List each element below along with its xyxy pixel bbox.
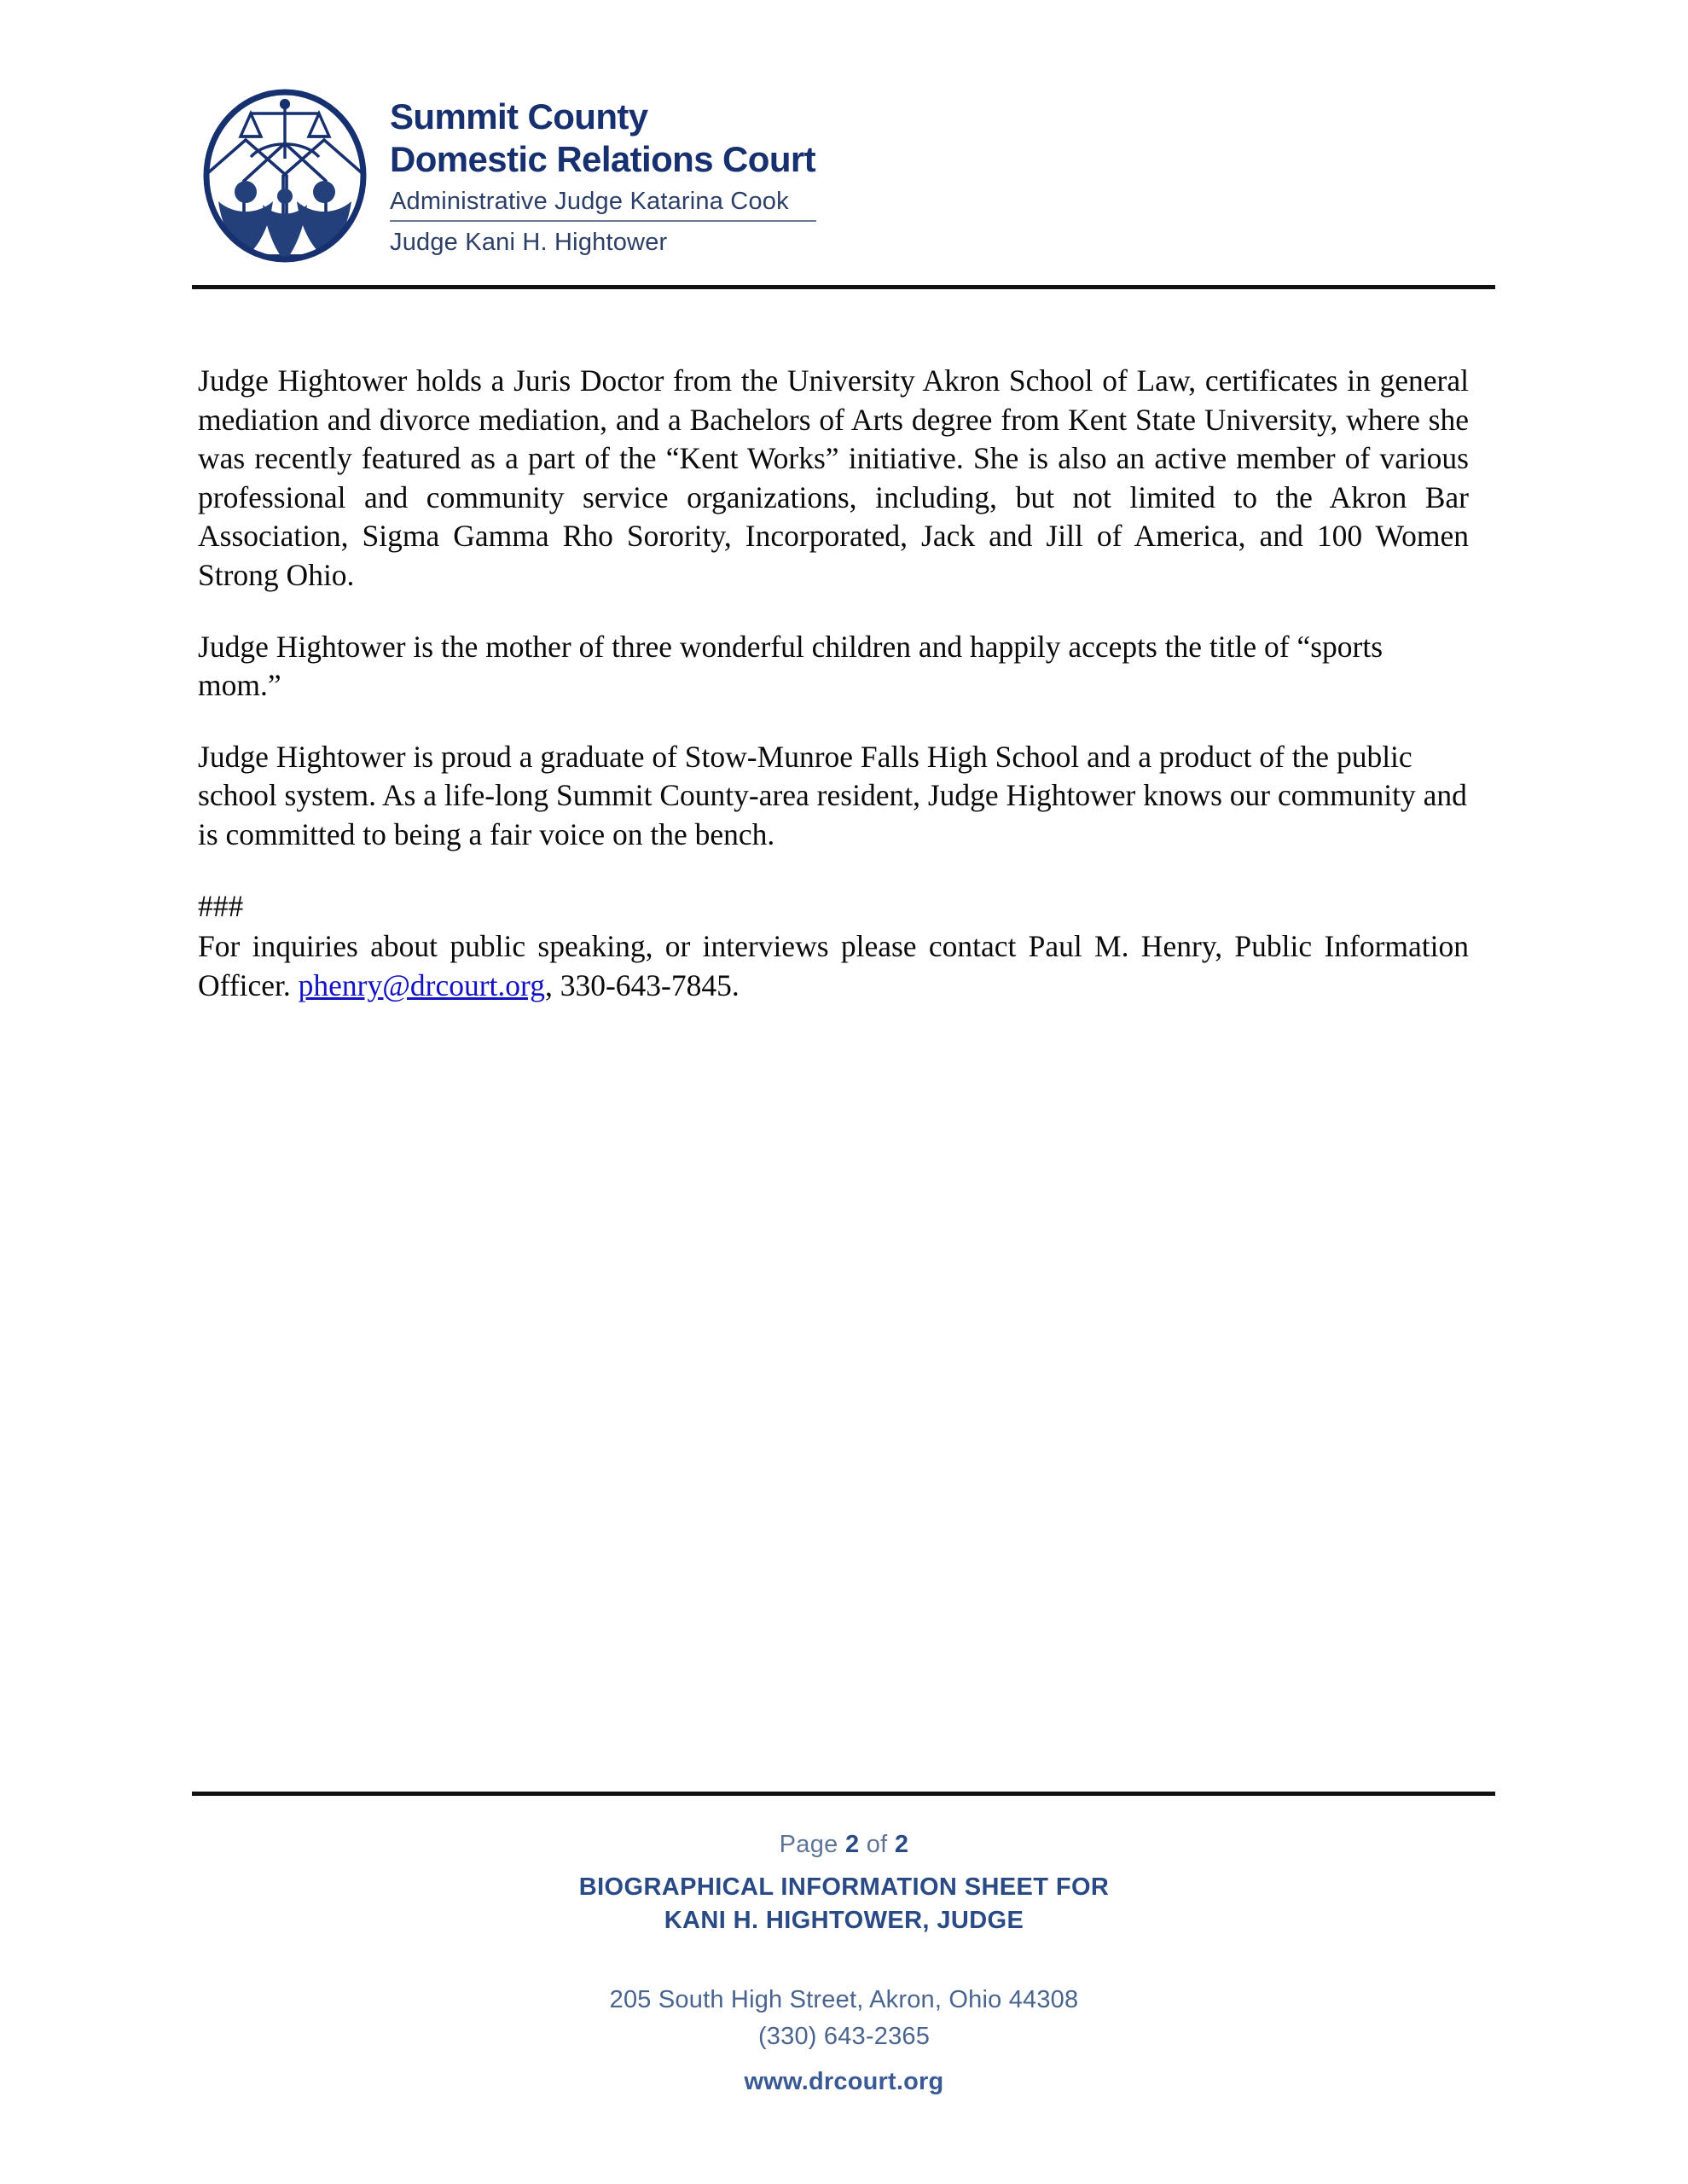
document-body (198, 362, 1469, 1038)
body-paragraph-2: Judge Hightower is the mother of three wonderful children and happily accepts the title of “sports mom.” (198, 629, 1383, 703)
administrative-judge-name: Administrative Judge Katarina Cook (390, 188, 816, 222)
page-total: 2 (894, 1831, 909, 1858)
body-paragraph-3: Judge Hightower is proud a graduate of Stow-Munroe Falls High School and a product of the public school system. As a life-long Summit County-area resident, Judge Hightower knows our community and is committed to being a fair voice on the bench. (198, 739, 1467, 852)
footer-document-title (0, 1871, 1688, 1937)
footer-address: 205 South High Street, Akron, Ohio 44308 (609, 1986, 1079, 2014)
page-number-indicator (0, 1831, 1688, 1859)
contact-text-suffix: , 330-643-7845. (544, 967, 740, 1002)
page-of-label: of (866, 1831, 888, 1858)
footer-contact-block (0, 1982, 1688, 2100)
page-footer (0, 1831, 1688, 2100)
letterhead (198, 85, 816, 266)
end-of-release-marker: ### (198, 888, 244, 923)
contact-email-link[interactable]: phenry@drcourt.org (298, 967, 545, 1002)
footer-document-title-line-2: KANI H. HIGHTOWER, JUDGE (664, 1907, 1024, 1935)
contact-text-prefix: For inquiries about public speaking, or interviews please contact Paul M. Henry, Public Information Officer. (198, 929, 1469, 1002)
body-paragraph-1: Judge Hightower holds a Juris Doctor from the University Akron School of Law, certificates in general mediation and divorce mediation, and a Bachelors of Arts degree from Kent State University, where she was recently featured as a part of the “Kent Works” initiative. She is also an active member of various professional and community service organizations, including, but not limited to the Akron Bar Association, Sigma Gamma Rho Sorority, Incorporated, Jack and Jill of America, and 100 Women Strong Ohio. (198, 363, 1469, 593)
footer-phone: (330) 643-2365 (757, 2023, 931, 2051)
contact-paragraph (198, 927, 1469, 1005)
page-current: 2 (844, 1831, 860, 1858)
court-seal-logo-icon (198, 85, 373, 266)
letterhead-text (390, 85, 816, 257)
footer-document-title-line-1: BIOGRAPHICAL INFORMATION SHEET FOR (578, 1873, 1110, 1901)
page-label: Page (779, 1831, 838, 1858)
header-divider (192, 285, 1495, 289)
organization-name-line-1: Summit County (390, 96, 648, 136)
organization-name-line-2: Domestic Relations Court (390, 139, 816, 179)
judge-name: Judge Kani H. Hightower (390, 229, 668, 256)
footer-website[interactable]: www.drcourt.org (744, 2068, 944, 2096)
footer-divider (192, 1792, 1495, 1796)
